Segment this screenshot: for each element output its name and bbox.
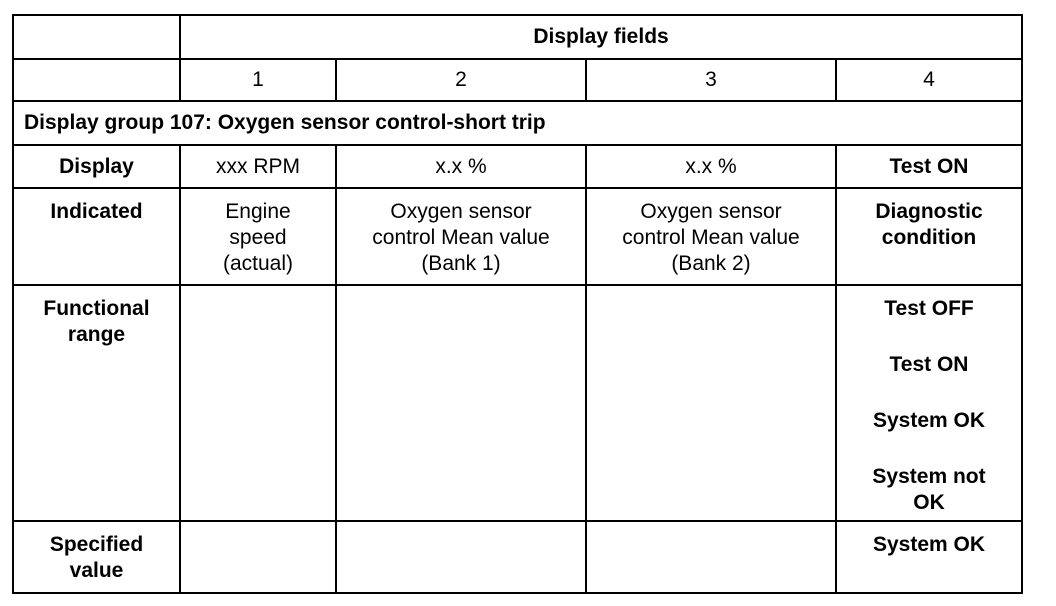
specified-value-label-line: value bbox=[69, 559, 124, 582]
indicated-field-1-line: Engine bbox=[225, 200, 291, 223]
display-field-2: x.x % bbox=[336, 145, 586, 188]
indicated-field-2-line: (Bank 1) bbox=[421, 252, 501, 275]
indicated-field-3 bbox=[586, 188, 836, 285]
indicated-field-3-line: control Mean value bbox=[622, 226, 800, 249]
row-label-functional-range bbox=[13, 285, 180, 521]
corner-cell-2 bbox=[13, 59, 180, 101]
specified-value-field-1 bbox=[180, 521, 336, 593]
functional-range-label-line: Functional bbox=[43, 297, 150, 320]
indicated-field-3-line: Oxygen sensor bbox=[640, 200, 782, 223]
indicated-field-4 bbox=[836, 188, 1022, 285]
indicated-field-3-line: (Bank 2) bbox=[671, 252, 751, 275]
display-group-title: Display group 107: Oxygen sensor control-short trip bbox=[13, 101, 1022, 145]
indicated-field-4-line: Diagnostic bbox=[875, 200, 983, 223]
display-fields-header: Display fields bbox=[180, 15, 1022, 59]
field-number-1: 1 bbox=[180, 59, 336, 101]
functional-range-value: Test OFF bbox=[884, 297, 974, 320]
indicated-field-2-line: control Mean value bbox=[372, 226, 550, 249]
row-label-specified-value bbox=[13, 521, 180, 593]
functional-range-field-4 bbox=[836, 285, 1022, 521]
display-field-3: x.x % bbox=[586, 145, 836, 188]
specified-value-field-3 bbox=[586, 521, 836, 593]
functional-range-value: System OK bbox=[872, 409, 986, 432]
indicated-field-4-line: condition bbox=[881, 226, 977, 249]
indicated-field-2-line: Oxygen sensor bbox=[390, 200, 532, 223]
indicated-field-1-line: speed bbox=[229, 226, 287, 249]
specified-value-field-4: System OK bbox=[836, 521, 1022, 593]
specified-value-label-line: Specified bbox=[49, 533, 144, 556]
functional-range-label-line: range bbox=[67, 323, 126, 346]
functional-range-value: System not bbox=[872, 465, 986, 488]
row-label-display: Display bbox=[13, 145, 180, 188]
row-label-indicated: Indicated bbox=[13, 188, 180, 285]
indicated-field-2 bbox=[336, 188, 586, 285]
field-number-3: 3 bbox=[586, 59, 836, 101]
indicated-field-1-line: (actual) bbox=[222, 252, 294, 275]
functional-range-value: Test ON bbox=[889, 353, 969, 376]
indicated-field-1 bbox=[180, 188, 336, 285]
display-group-table bbox=[12, 14, 1023, 594]
field-number-4: 4 bbox=[836, 59, 1022, 101]
field-number-2: 2 bbox=[336, 59, 586, 101]
functional-range-value: OK bbox=[913, 491, 945, 514]
functional-range-field-1 bbox=[180, 285, 336, 521]
functional-range-field-3 bbox=[586, 285, 836, 521]
corner-cell bbox=[13, 15, 180, 59]
specified-value-field-2 bbox=[336, 521, 586, 593]
display-field-1: xxx RPM bbox=[180, 145, 336, 188]
display-field-4: Test ON bbox=[836, 145, 1022, 188]
functional-range-field-2 bbox=[336, 285, 586, 521]
